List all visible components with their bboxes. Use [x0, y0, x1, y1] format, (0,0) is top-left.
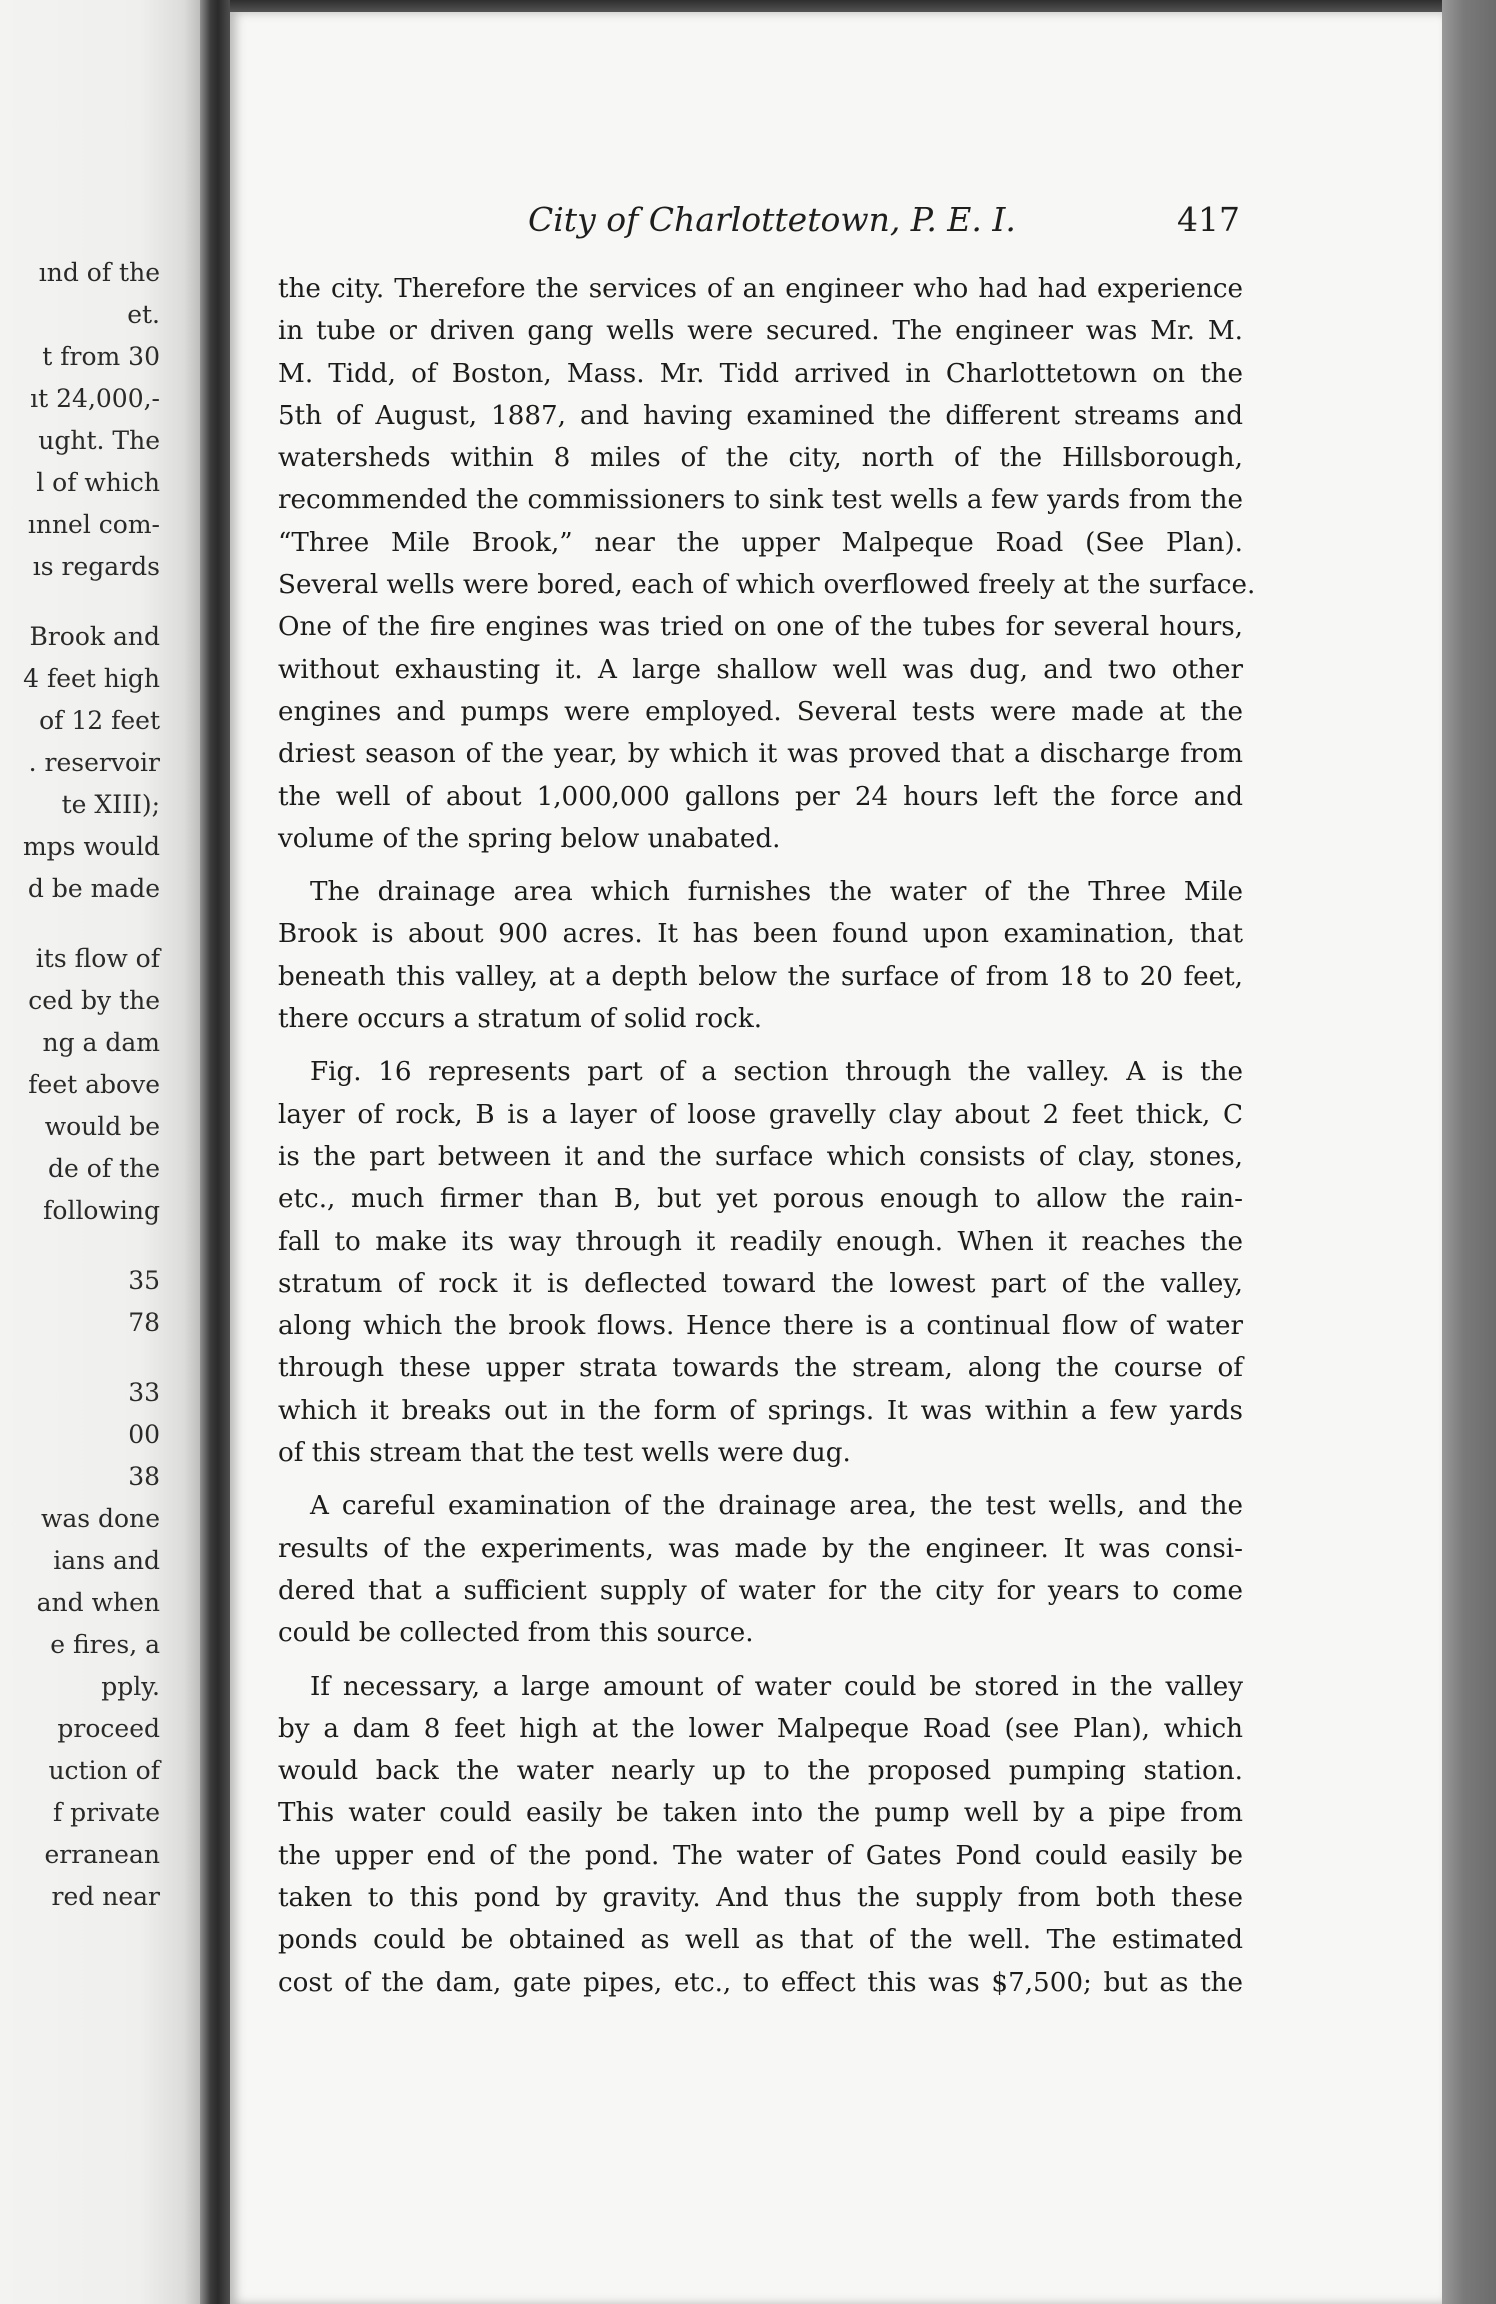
- facing-page-line: 4 feet high: [23, 664, 160, 693]
- text-line: the city. Therefore the services of an engineer who had had experience: [278, 274, 1243, 304]
- text-line: recommended the commissioners to sink test wells a few yards from the: [278, 485, 1243, 516]
- text-line: driest season of the year, by which it was proved that a discharge from: [278, 739, 1243, 770]
- facing-page-line: . reservoir: [28, 748, 160, 777]
- facing-page-line: te XIII);: [61, 790, 160, 819]
- facing-page-line: ught. The: [38, 426, 160, 455]
- facing-page: [0, 0, 200, 2304]
- facing-page-line: [0, 1344, 160, 1372]
- text-line: in tube or driven gang wells were secured. The engineer was Mr. M.: [278, 316, 1243, 347]
- facing-page-line: 33: [128, 1378, 160, 1407]
- facing-page-line: [0, 910, 160, 938]
- facing-page-line: red near: [51, 1882, 160, 1911]
- text-line: M. Tidd, of Boston, Mass. Mr. Tidd arrived in Charlottetown on the: [278, 358, 1243, 389]
- text-line: would back the water nearly up to the proposed pumping station.: [278, 1756, 1243, 1787]
- text-line: If necessary, a large amount of water could be stored in the valley: [310, 1671, 1243, 1702]
- facing-page-text: [0, 252, 160, 1918]
- text-line: A careful examination of the drainage area, the test wells, and the: [310, 1491, 1243, 1522]
- text-line: the upper end of the pond. The water of Gates Pond could easily be: [278, 1840, 1243, 1871]
- book-gutter: [200, 0, 230, 2304]
- facing-page-line: mps would: [22, 832, 160, 861]
- facing-page-line: et.: [127, 300, 160, 329]
- text-line: Several wells were bored, each of which overflowed freely at the surface.: [278, 570, 1256, 601]
- text-line: dered that a sufficient supply of water for the city for years to come: [278, 1575, 1243, 1606]
- facing-page-line: erranean: [44, 1840, 160, 1869]
- text-line: watersheds within 8 miles of the city, north of the Hillsborough,: [278, 443, 1243, 474]
- facing-page-line: e fires, a: [50, 1630, 160, 1659]
- page-number: 417: [1177, 200, 1240, 239]
- text-line: volume of the spring below unabated.: [278, 823, 781, 854]
- facing-page-line: 38: [128, 1462, 160, 1491]
- text-line: without exhausting it. A large shallow well was dug, and two other: [278, 654, 1243, 685]
- paragraph: [278, 1485, 1243, 1654]
- facing-page-line: proceed: [57, 1714, 160, 1743]
- facing-page-line: ıs regards: [32, 552, 160, 581]
- facing-page-line: 35: [128, 1266, 160, 1295]
- text-line: could be collected from this source.: [278, 1618, 754, 1649]
- facing-page-line: following: [43, 1196, 160, 1225]
- text-line: fall to make its way through it readily enough. When it reaches the: [278, 1226, 1243, 1257]
- text-line: along which the brook flows. Hence there is a continual flow of water: [278, 1311, 1243, 1342]
- facing-page-line: l of which: [36, 468, 160, 497]
- text-line: by a dam 8 feet high at the lower Malpeque Road (see Plan), which: [278, 1713, 1243, 1744]
- text-line: The drainage area which furnishes the water of the Three Mile: [310, 877, 1243, 908]
- facing-page-line: [0, 588, 160, 616]
- facing-page-line: 78: [128, 1308, 160, 1337]
- text-line: “Three Mile Brook,” near the upper Malpeque Road (See Plan).: [278, 527, 1243, 558]
- paragraph: [278, 1051, 1243, 1474]
- paragraph: [278, 871, 1243, 1040]
- facing-page-line: ng a dam: [42, 1028, 160, 1057]
- text-line: of this stream that the test wells were dug.: [278, 1438, 851, 1469]
- facing-page-line: f private: [52, 1798, 160, 1827]
- text-line: Brook is about 900 acres. It has been found upon examination, that: [278, 919, 1243, 950]
- text-line: the well of about 1,000,000 gallons per 24 hours left the force and: [278, 781, 1243, 812]
- facing-page-line: feet above: [28, 1070, 160, 1099]
- facing-page-line: d be made: [27, 874, 160, 903]
- facing-page-line: and when: [36, 1588, 160, 1617]
- facing-page-line: its flow of: [35, 944, 160, 973]
- text-line: through these upper strata towards the stream, along the course of: [278, 1353, 1243, 1384]
- page-header: [500, 200, 1240, 250]
- facing-page-line: ians and: [53, 1546, 160, 1575]
- facing-page-line: [0, 1232, 160, 1260]
- paragraph: [278, 268, 1256, 860]
- scan-right-border: [1442, 0, 1496, 2304]
- text-line: This water could easily be taken into the pump well by a pipe from: [278, 1798, 1243, 1829]
- running-head: City of Charlottetown, P. E. I.: [528, 200, 1016, 239]
- text-line: cost of the dam, gate pipes, etc., to effect this was $7,500; but as the: [278, 1967, 1243, 1998]
- facing-page-line: ced by the: [28, 986, 160, 1015]
- text-line: is the part between it and the surface which consists of clay, stones,: [278, 1141, 1243, 1172]
- text-line: layer of rock, B is a layer of loose gravelly clay about 2 feet thick, C: [278, 1099, 1243, 1130]
- text-line: stratum of rock it is deflected toward the lowest part of the valley,: [278, 1268, 1243, 1299]
- facing-page-line: t from 30: [42, 342, 160, 371]
- text-line: engines and pumps were employed. Several tests were made at the: [278, 696, 1243, 727]
- facing-page-line: was done: [40, 1504, 160, 1533]
- text-line: which it breaks out in the form of springs. It was within a few yards: [278, 1395, 1243, 1426]
- paragraph: [278, 1666, 1243, 2004]
- facing-page-line: pply.: [101, 1672, 160, 1701]
- text-line: beneath this valley, at a depth below the surface of from 18 to 20 feet,: [278, 961, 1243, 992]
- facing-page-line: de of the: [48, 1154, 160, 1183]
- facing-page-line: of 12 feet: [39, 706, 160, 735]
- text-line: One of the fire engines was tried on one of the tubes for several hours,: [278, 612, 1243, 643]
- facing-page-line: 00: [128, 1420, 160, 1449]
- facing-page-line: uction of: [48, 1756, 160, 1785]
- facing-page-line: ıt 24,000,-: [30, 384, 160, 413]
- text-line: 5th of August, 1887, and having examined the different streams and: [278, 400, 1243, 431]
- facing-page-line: would be: [44, 1112, 160, 1141]
- text-line: taken to this pond by gravity. And thus the supply from both these: [278, 1882, 1243, 1913]
- facing-page-line: ınnel com-: [27, 510, 160, 539]
- text-line: ponds could be obtained as well as that of the well. The estimated: [278, 1925, 1243, 1956]
- facing-page-line: Brook and: [29, 622, 160, 651]
- text-line: there occurs a stratum of solid rock.: [278, 1004, 763, 1035]
- text-line: etc., much firmer than B, but yet porous enough to allow the rain-: [278, 1184, 1243, 1215]
- body-text: [278, 268, 1256, 2015]
- facing-page-line: ınd of the: [38, 258, 160, 287]
- text-line: results of the experiments, was made by the engineer. It was consi-: [278, 1533, 1243, 1564]
- text-line: Fig. 16 represents part of a section through the valley. A is the: [310, 1057, 1243, 1088]
